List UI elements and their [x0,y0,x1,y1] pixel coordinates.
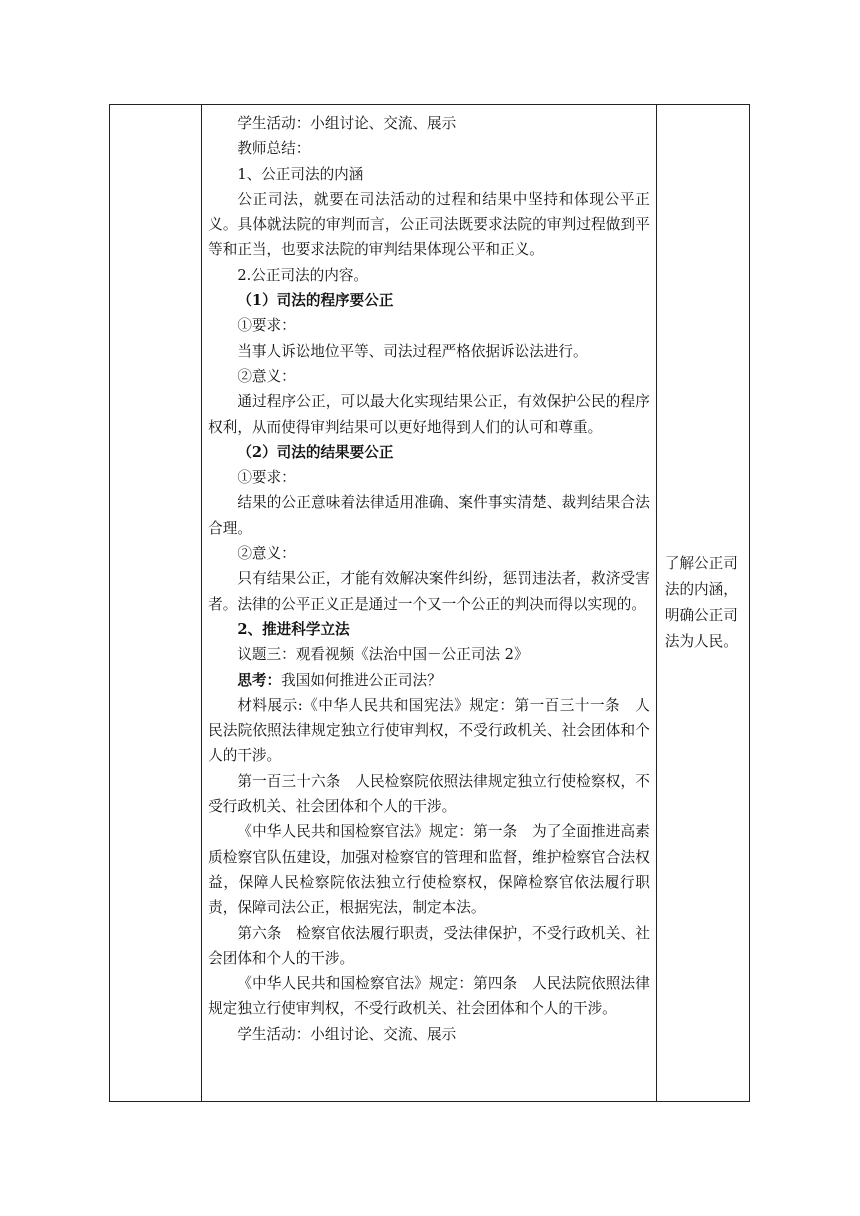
paragraph-requirement-1: 当事人诉讼地位平等、司法过程严格依据诉讼法进行。 [237,342,588,360]
section-heading-content: 2.公正司法的内容。 [237,266,369,284]
paragraph-requirement-2: 结果的公正意味着法律适用准确、案件事实清楚、裁判结果合法合理。 [208,494,650,537]
label-requirement-2: ①要求： [237,469,296,487]
subheading-procedure: （1）司法的程序要公正 [237,292,394,310]
student-activity-line: 学生活动：小组讨论、交流、展示 [237,115,457,132]
design-intent-cell [656,105,749,1102]
material-prosecutor-law-4: 《中华人民共和国检察官法》规定：第四条 人民法院依照法律规定独立行使审判权，不受行政机关、社会团体和个人的干涉。 [208,975,650,1018]
subheading-result: （2）司法的结果要公正 [237,443,394,461]
label-requirement-1: ①要求： [237,317,296,335]
teacher-summary-heading: 教师总结： [237,140,311,158]
thinking-label: 思考： [237,671,282,689]
table-row [110,105,750,1102]
design-intent-text: 了解公正司法的内涵，明确公正司法为人民。 [664,555,738,650]
paragraph-connotation: 公正司法，就要在司法活动的过程和结果中坚持和体现公平正义。具体就法院的审判而言，公正司法既要求法院的审判过程做到平等和正当，也要求法院的审判结果体现公平和正义。 [208,190,650,259]
material-prosecutor-law-1: 《中华人民共和国检察官法》规定：第一条 为了全面推进高素质检察官队伍建设，加强对检察官的管理和监督，维护检察官合法权益，保障人民检察院依法独立行使检察权，保障检察官依法履行职责，保障司法公正，根据宪法，制定本法。 [208,823,650,917]
left-empty-cell [110,105,202,1102]
student-activity-line-2: 学生活动：小组讨论、交流、展示 [237,1025,457,1043]
section-heading-legislation: 2、推进科学立法 [237,620,350,638]
teaching-process-cell [202,105,657,1102]
thinking-text: 我国如何推进公正司法？ [281,671,442,689]
label-significance-1: ②意义： [237,367,296,385]
paragraph-significance-1: 通过程序公正，可以最大化实现结果公正，有效保护公民的程序权利，从而使得审判结果可以更好地得到人们的认可和尊重。 [208,393,650,436]
material-constitution-136: 第一百三十六条 人民检察院依照法律规定独立行使检察权，不受行政机关、社会团体和个人的干涉。 [208,772,650,816]
section-heading-connotation: 1、公正司法的内涵 [237,165,364,183]
thinking-question [208,668,650,693]
lesson-plan-table [109,104,750,1102]
material-constitution-131: 材料展示:《中华人民共和国宪法》规定：第一百三十一条 人民法院依照法律规定独立行使审判权，不受行政机关、社会团体和个人的干涉。 [208,696,650,765]
topic-three-line: 议题三：观看视频《法治中国－公正司法 2》 [237,646,529,664]
paragraph-significance-2: 只有结果公正，才能有效解决案件纠纷，惩罚违法者，救济受害者。法律的公平正义正是通过一个又一个公正的判决而得以实现的。 [208,570,650,613]
material-prosecutor-law-6: 第六条 检察官依法履行职责，受法律保护，不受行政机关、社会团体和个人的干涉。 [208,924,650,967]
label-significance-2: ②意义： [237,545,296,563]
